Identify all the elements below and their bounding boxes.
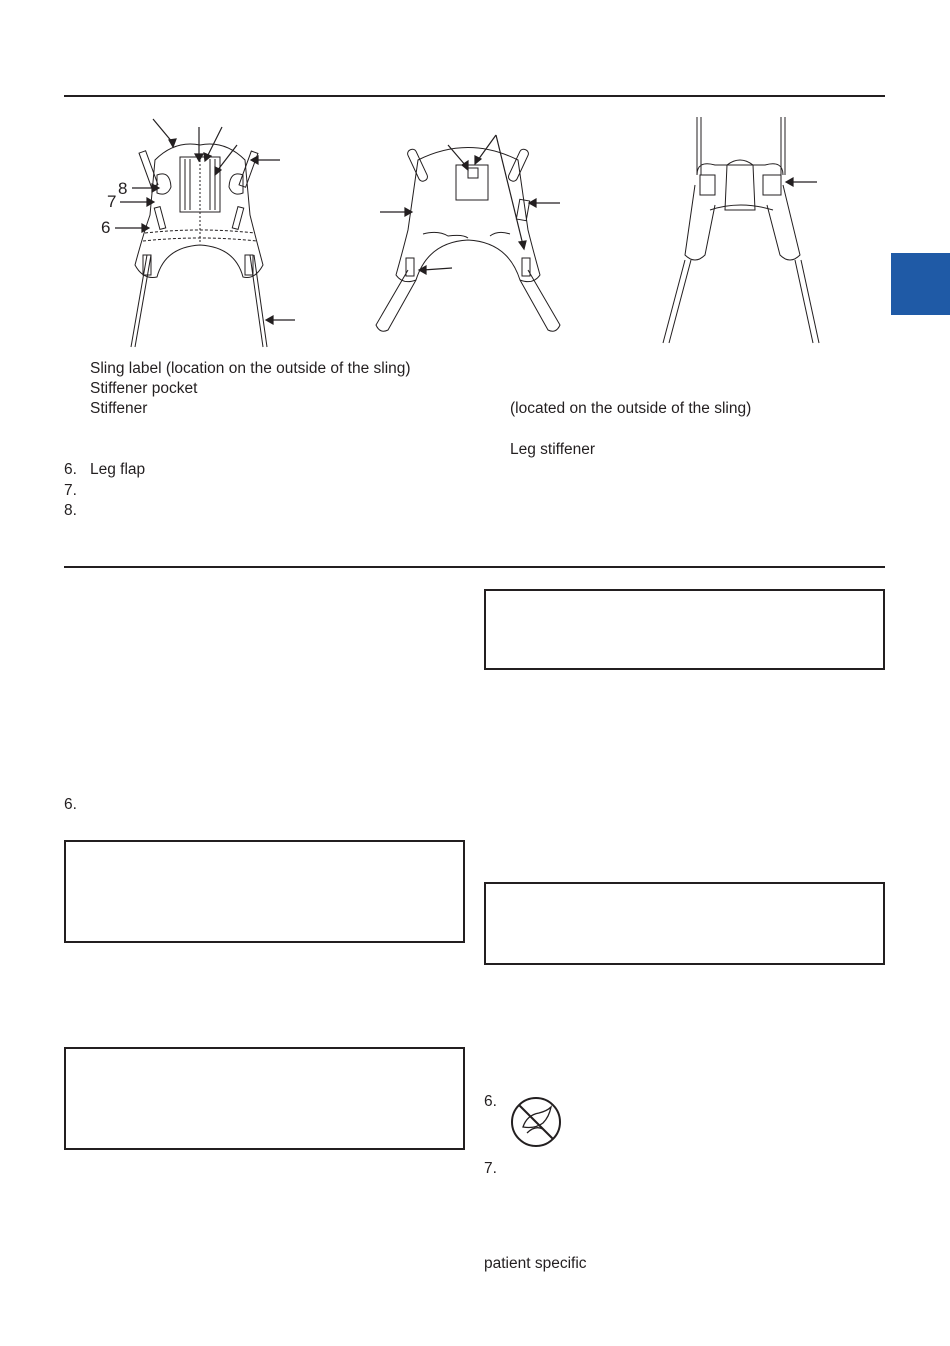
callout-8: 8 xyxy=(118,179,128,198)
note-box-left-2 xyxy=(64,1047,465,1150)
callout-7: 7 xyxy=(107,192,117,211)
body-right-item-6-number: 6. xyxy=(484,1093,497,1110)
chapter-tab xyxy=(891,253,950,315)
note-box-right-2 xyxy=(484,882,885,965)
note-box-right-1 xyxy=(484,589,885,670)
callout-6: 6 xyxy=(101,218,111,237)
body-left-item-6-number: 6. xyxy=(64,796,77,813)
sling-hanging-diagram xyxy=(655,115,830,350)
legend-item-8-number: 8. xyxy=(64,502,77,519)
body-right-item-7-number: 7. xyxy=(484,1160,497,1177)
section-rule xyxy=(64,566,885,568)
body-patient-specific: patient specific xyxy=(484,1255,587,1272)
legend-leg-flap: Leg flap xyxy=(90,461,146,478)
legend-stiffener-pocket: Stiffener pocket xyxy=(90,380,198,397)
legend-leg-stiffener: Leg stiffener xyxy=(510,441,596,458)
note-box-left-1 xyxy=(64,840,465,943)
legend-outside-note: (located on the outside of the sling) xyxy=(510,400,752,417)
legend-stiffener: Stiffener xyxy=(90,400,148,417)
sling-front-diagram xyxy=(95,115,305,350)
no-tumble-dry-icon xyxy=(509,1095,563,1149)
legend-item-6-number: 6. xyxy=(64,461,77,478)
legend-sling-label: Sling label (location on the outside of the sling) xyxy=(90,360,411,377)
sling-back-diagram xyxy=(368,130,568,340)
legend-item-7-number: 7. xyxy=(64,482,77,499)
top-rule xyxy=(64,95,885,97)
